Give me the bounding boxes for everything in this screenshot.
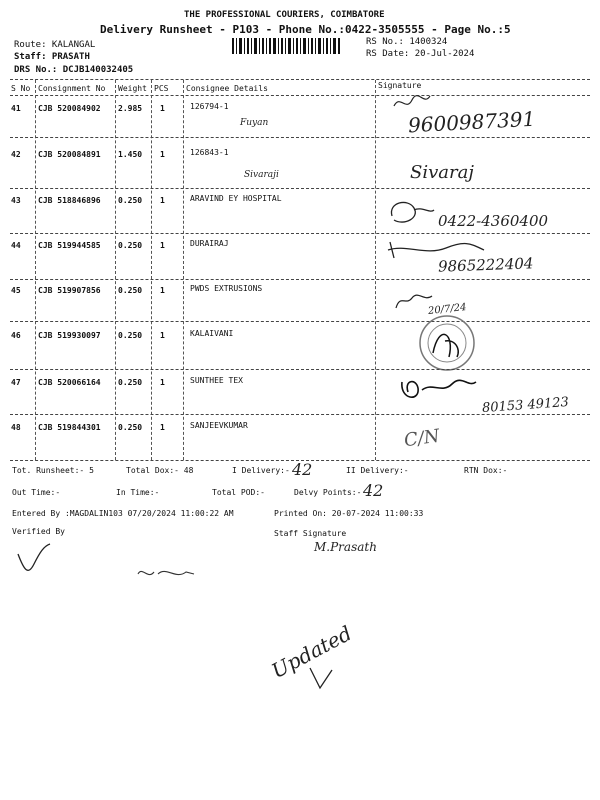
row-sno: 44: [11, 241, 21, 250]
updated-initial: [306, 664, 336, 694]
i-delivery-handwritten: 42: [292, 460, 313, 479]
row-weight: 2.985: [118, 104, 143, 113]
table-header-rule: [10, 95, 590, 96]
signature-note: 80153 49123: [481, 394, 570, 417]
updated-handwritten: Updated: [267, 620, 356, 684]
row-weight: 0.250: [118, 378, 143, 387]
row-sno: 41: [11, 104, 21, 113]
verified-by-label: Verified By: [12, 527, 65, 536]
row-details: 126843-1: [190, 148, 229, 157]
row-sno: 46: [11, 331, 21, 340]
ii-delivery: II Delivery:-: [346, 466, 409, 475]
row-pcs: 1: [160, 423, 165, 432]
printed-on: Printed On: 20-07-2024 11:00:33: [274, 509, 424, 518]
row-details: SUNTHEE TEX: [190, 376, 243, 385]
row-details: ARAVIND EY HOSPITAL: [190, 194, 282, 203]
verifier-initials: [136, 562, 196, 584]
signature-scribble: [398, 372, 478, 406]
row-consignment: CJB 520066164: [38, 378, 101, 387]
receiver-handwriting: Sivaraji: [244, 170, 279, 180]
row-weight: 1.450: [118, 150, 143, 159]
staff-signature-label: Staff Signature: [274, 529, 347, 538]
staff-label: Staff: PRASATH: [14, 52, 90, 62]
row-consignment: CJB 520084891: [38, 150, 101, 159]
row-weight: 0.250: [118, 286, 143, 295]
signature-note: 20/7/24: [427, 302, 468, 317]
row-rule: [10, 188, 590, 189]
col-sno: S No: [11, 84, 31, 93]
total-pod: Total POD:-: [212, 488, 265, 497]
col-pcs: PCS: [154, 84, 169, 93]
signature-note: C/N: [402, 425, 441, 452]
out-time: Out Time:-: [12, 488, 61, 497]
company-name: THE PROFESSIONAL COURIERS, COIMBATORE: [184, 10, 385, 20]
row-pcs: 1: [160, 286, 165, 295]
col-consignee-details: Consignee Details: [186, 84, 268, 93]
row-pcs: 1: [160, 378, 165, 387]
row-sno: 48: [11, 423, 21, 432]
row-weight: 0.250: [118, 423, 143, 432]
row-rule: [10, 321, 590, 322]
row-details: PWDS EXTRUSIONS: [190, 284, 263, 293]
delvy-points: Delvy Points:-: [294, 488, 362, 497]
row-rule: [10, 279, 590, 280]
row-weight: 0.250: [118, 196, 143, 205]
row-rule: [10, 369, 590, 370]
in-time: In Time:-: [116, 488, 160, 497]
barcode-image: [232, 38, 342, 54]
tot-runsheet: Tot. Runsheet:- 5: [12, 466, 94, 475]
col-consignment: Consignment No: [38, 84, 106, 93]
row-rule: [10, 414, 590, 415]
rs-date: RS Date: 20-Jul-2024: [366, 49, 475, 59]
receiver-handwriting: Fuyan: [240, 118, 269, 128]
staff-signature-handwritten: M.Prasath: [314, 540, 377, 554]
signature-scribble: [386, 196, 436, 230]
row-consignment: CJB 520084902: [38, 104, 101, 113]
rtn-dox: RTN Dox:-: [464, 466, 508, 475]
verifier-signature: [14, 540, 54, 580]
i-delivery: I Delivery:-: [232, 466, 290, 475]
row-pcs: 1: [160, 150, 165, 159]
row-details: SANJEEVKUMAR: [190, 421, 248, 430]
route-label: Route: KALANGAL: [14, 40, 96, 50]
row-consignment: CJB 519944585: [38, 241, 101, 250]
row-weight: 0.250: [118, 241, 143, 250]
col-weight: Weight: [118, 84, 147, 93]
row-consignment: CJB 519907856: [38, 286, 101, 295]
col-signature: Signature: [378, 81, 422, 90]
total-dox: Total Dox:- 48: [126, 466, 194, 475]
entered-by: Entered By :MAGDALIN103 07/20/2024 11:00:22 AM: [12, 509, 234, 518]
row-pcs: 1: [160, 104, 165, 113]
row-details: DURAIRAJ: [190, 239, 229, 248]
row-pcs: 1: [160, 196, 165, 205]
signature-scribble: [392, 92, 432, 114]
row-pcs: 1: [160, 241, 165, 250]
table-top-rule: [10, 79, 590, 80]
signature-note: 9865222404: [437, 254, 534, 276]
row-details: 126794-1: [190, 102, 229, 111]
row-sno: 42: [11, 150, 21, 159]
row-rule: [10, 137, 590, 138]
row-pcs: 1: [160, 331, 165, 340]
row-consignment: CJB 519930097: [38, 331, 101, 340]
row-consignment: CJB 519844301: [38, 423, 101, 432]
row-consignment: CJB 518846896: [38, 196, 101, 205]
delvy-points-handwritten: 42: [363, 481, 384, 500]
row-sno: 47: [11, 378, 21, 387]
signature-note: 0422-4360400: [438, 212, 549, 230]
row-sno: 43: [11, 196, 21, 205]
rs-number: RS No.: 1400324: [366, 37, 448, 47]
row-sno: 45: [11, 286, 21, 295]
drs-number: DRS No.: DCJB140032405: [14, 65, 134, 75]
runsheet-title: Delivery Runsheet - P103 - Phone No.:0422-3505555 - Page No.:5: [100, 23, 511, 36]
company-stamp: [415, 313, 479, 373]
row-details: KALAIVANI: [190, 329, 234, 338]
signature-note: 9600987391: [407, 106, 536, 138]
row-weight: 0.250: [118, 331, 143, 340]
row-rule: [10, 233, 590, 234]
signature-note: Sivaraj: [410, 162, 474, 183]
